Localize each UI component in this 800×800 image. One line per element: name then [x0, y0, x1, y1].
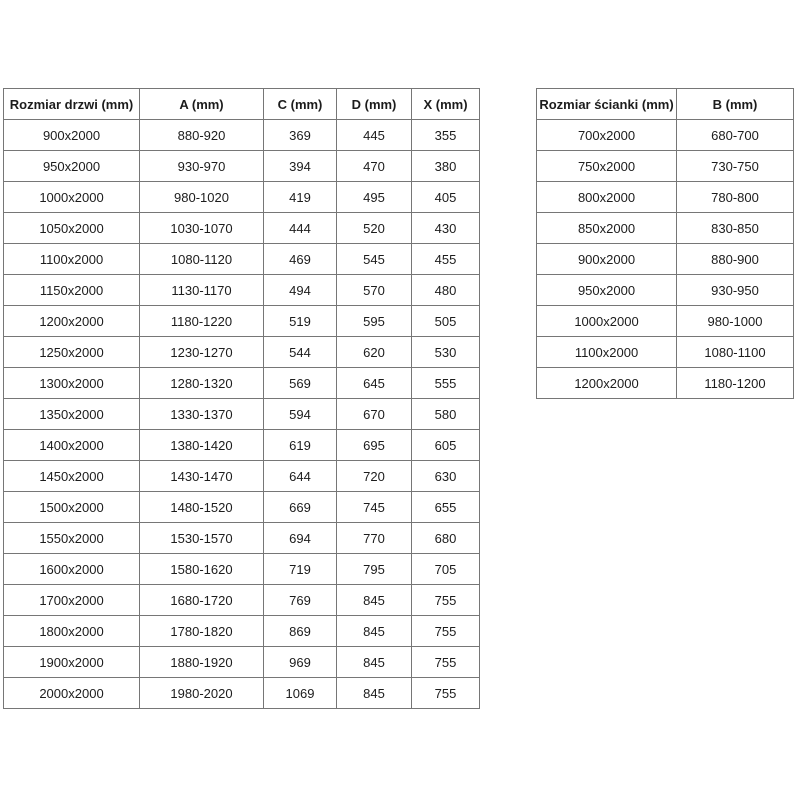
table-row	[537, 368, 794, 399]
table-cell: 1450x2000	[4, 461, 140, 492]
table-cell: 1030-1070	[140, 213, 264, 244]
table-cell: 695	[337, 430, 412, 461]
table-cell: 394	[264, 151, 337, 182]
table-cell: 470	[337, 151, 412, 182]
table-cell: 1000x2000	[537, 306, 677, 337]
table-cell: 1400x2000	[4, 430, 140, 461]
table-cell: 1700x2000	[4, 585, 140, 616]
table-row	[4, 182, 480, 213]
table-row	[4, 213, 480, 244]
table-cell: 1200x2000	[537, 368, 677, 399]
table-cell: 1050x2000	[4, 213, 140, 244]
table-cell: 795	[337, 554, 412, 585]
table-row	[4, 461, 480, 492]
table-cell: 1200x2000	[4, 306, 140, 337]
table-cell: 750x2000	[537, 151, 677, 182]
table-row	[537, 120, 794, 151]
table-row	[4, 616, 480, 647]
table-cell: 1880-1920	[140, 647, 264, 678]
table-cell: 595	[337, 306, 412, 337]
table-cell: 845	[337, 585, 412, 616]
table-cell: 445	[337, 120, 412, 151]
table-cell: 719	[264, 554, 337, 585]
table-cell: 1000x2000	[4, 182, 140, 213]
door-table-header-row	[4, 89, 480, 120]
table-cell: 800x2000	[537, 182, 677, 213]
table-row	[4, 492, 480, 523]
table-cell: 1500x2000	[4, 492, 140, 523]
table-cell: 1600x2000	[4, 554, 140, 585]
door-size-table	[3, 88, 480, 709]
table-cell: 619	[264, 430, 337, 461]
table-cell: 469	[264, 244, 337, 275]
table-cell: 900x2000	[4, 120, 140, 151]
table-cell: 605	[412, 430, 480, 461]
table-cell: 545	[337, 244, 412, 275]
table-cell: 620	[337, 337, 412, 368]
table-row	[4, 120, 480, 151]
table-cell: 1180-1200	[677, 368, 794, 399]
table-cell: 845	[337, 616, 412, 647]
table-cell: 369	[264, 120, 337, 151]
table-row	[4, 554, 480, 585]
table-cell: 755	[412, 647, 480, 678]
table-cell: 1330-1370	[140, 399, 264, 430]
table-cell: 569	[264, 368, 337, 399]
table-row	[4, 306, 480, 337]
table-cell: 580	[412, 399, 480, 430]
table-cell: 845	[337, 678, 412, 709]
column-header: X (mm)	[412, 89, 480, 120]
table-cell: 769	[264, 585, 337, 616]
table-cell: 930-950	[677, 275, 794, 306]
table-cell: 1550x2000	[4, 523, 140, 554]
table-row	[537, 275, 794, 306]
table-cell: 1350x2000	[4, 399, 140, 430]
table-cell: 669	[264, 492, 337, 523]
table-row	[4, 368, 480, 399]
table-cell: 1300x2000	[4, 368, 140, 399]
table-row	[537, 182, 794, 213]
table-cell: 845	[337, 647, 412, 678]
table-cell: 645	[337, 368, 412, 399]
table-row	[4, 678, 480, 709]
table-cell: 494	[264, 275, 337, 306]
table-cell: 730-750	[677, 151, 794, 182]
table-cell: 1430-1470	[140, 461, 264, 492]
table-row	[537, 244, 794, 275]
table-cell: 700x2000	[537, 120, 677, 151]
table-cell: 1100x2000	[537, 337, 677, 368]
table-cell: 1069	[264, 678, 337, 709]
table-cell: 1900x2000	[4, 647, 140, 678]
table-cell: 1580-1620	[140, 554, 264, 585]
wall-table-header-row	[537, 89, 794, 120]
table-row	[4, 399, 480, 430]
table-row	[4, 523, 480, 554]
table-cell: 405	[412, 182, 480, 213]
column-header: A (mm)	[140, 89, 264, 120]
table-cell: 1780-1820	[140, 616, 264, 647]
table-cell: 950x2000	[537, 275, 677, 306]
table-row	[4, 337, 480, 368]
table-cell: 505	[412, 306, 480, 337]
table-cell: 520	[337, 213, 412, 244]
table-cell: 430	[412, 213, 480, 244]
table-cell: 1080-1100	[677, 337, 794, 368]
table-cell: 355	[412, 120, 480, 151]
table-cell: 880-900	[677, 244, 794, 275]
table-cell: 1180-1220	[140, 306, 264, 337]
table-cell: 694	[264, 523, 337, 554]
table-cell: 495	[337, 182, 412, 213]
table-cell: 950x2000	[4, 151, 140, 182]
table-cell: 830-850	[677, 213, 794, 244]
table-cell: 644	[264, 461, 337, 492]
table-cell: 670	[337, 399, 412, 430]
table-row	[537, 151, 794, 182]
table-cell: 850x2000	[537, 213, 677, 244]
table-cell: 1980-2020	[140, 678, 264, 709]
table-cell: 680	[412, 523, 480, 554]
table-row	[4, 275, 480, 306]
table-cell: 2000x2000	[4, 678, 140, 709]
table-cell: 594	[264, 399, 337, 430]
table-row	[4, 151, 480, 182]
table-cell: 1380-1420	[140, 430, 264, 461]
table-cell: 930-970	[140, 151, 264, 182]
table-cell: 969	[264, 647, 337, 678]
table-cell: 655	[412, 492, 480, 523]
table-cell: 1080-1120	[140, 244, 264, 275]
table-cell: 1800x2000	[4, 616, 140, 647]
table-cell: 570	[337, 275, 412, 306]
column-header: B (mm)	[677, 89, 794, 120]
table-cell: 1250x2000	[4, 337, 140, 368]
table-cell: 680-700	[677, 120, 794, 151]
table-cell: 419	[264, 182, 337, 213]
table-cell: 1530-1570	[140, 523, 264, 554]
table-cell: 755	[412, 678, 480, 709]
table-row	[4, 585, 480, 616]
table-cell: 720	[337, 461, 412, 492]
table-cell: 1150x2000	[4, 275, 140, 306]
table-cell: 880-920	[140, 120, 264, 151]
table-cell: 455	[412, 244, 480, 275]
table-cell: 1130-1170	[140, 275, 264, 306]
table-row	[4, 430, 480, 461]
table-row	[537, 213, 794, 244]
table-cell: 745	[337, 492, 412, 523]
wall-size-table	[536, 88, 794, 399]
table-cell: 770	[337, 523, 412, 554]
table-cell: 630	[412, 461, 480, 492]
table-cell: 900x2000	[537, 244, 677, 275]
table-row	[4, 647, 480, 678]
table-cell: 755	[412, 616, 480, 647]
column-header: Rozmiar ścianki (mm)	[537, 89, 677, 120]
table-cell: 705	[412, 554, 480, 585]
table-cell: 555	[412, 368, 480, 399]
table-cell: 1480-1520	[140, 492, 264, 523]
table-cell: 380	[412, 151, 480, 182]
table-cell: 444	[264, 213, 337, 244]
table-row	[537, 337, 794, 368]
table-cell: 1680-1720	[140, 585, 264, 616]
column-header: D (mm)	[337, 89, 412, 120]
table-cell: 544	[264, 337, 337, 368]
table-cell: 980-1020	[140, 182, 264, 213]
column-header: Rozmiar drzwi (mm)	[4, 89, 140, 120]
table-cell: 1280-1320	[140, 368, 264, 399]
table-cell: 980-1000	[677, 306, 794, 337]
table-cell: 1100x2000	[4, 244, 140, 275]
table-cell: 755	[412, 585, 480, 616]
table-cell: 869	[264, 616, 337, 647]
table-cell: 530	[412, 337, 480, 368]
table-row	[537, 306, 794, 337]
table-cell: 780-800	[677, 182, 794, 213]
table-cell: 1230-1270	[140, 337, 264, 368]
table-cell: 480	[412, 275, 480, 306]
table-row	[4, 244, 480, 275]
column-header: C (mm)	[264, 89, 337, 120]
table-cell: 519	[264, 306, 337, 337]
